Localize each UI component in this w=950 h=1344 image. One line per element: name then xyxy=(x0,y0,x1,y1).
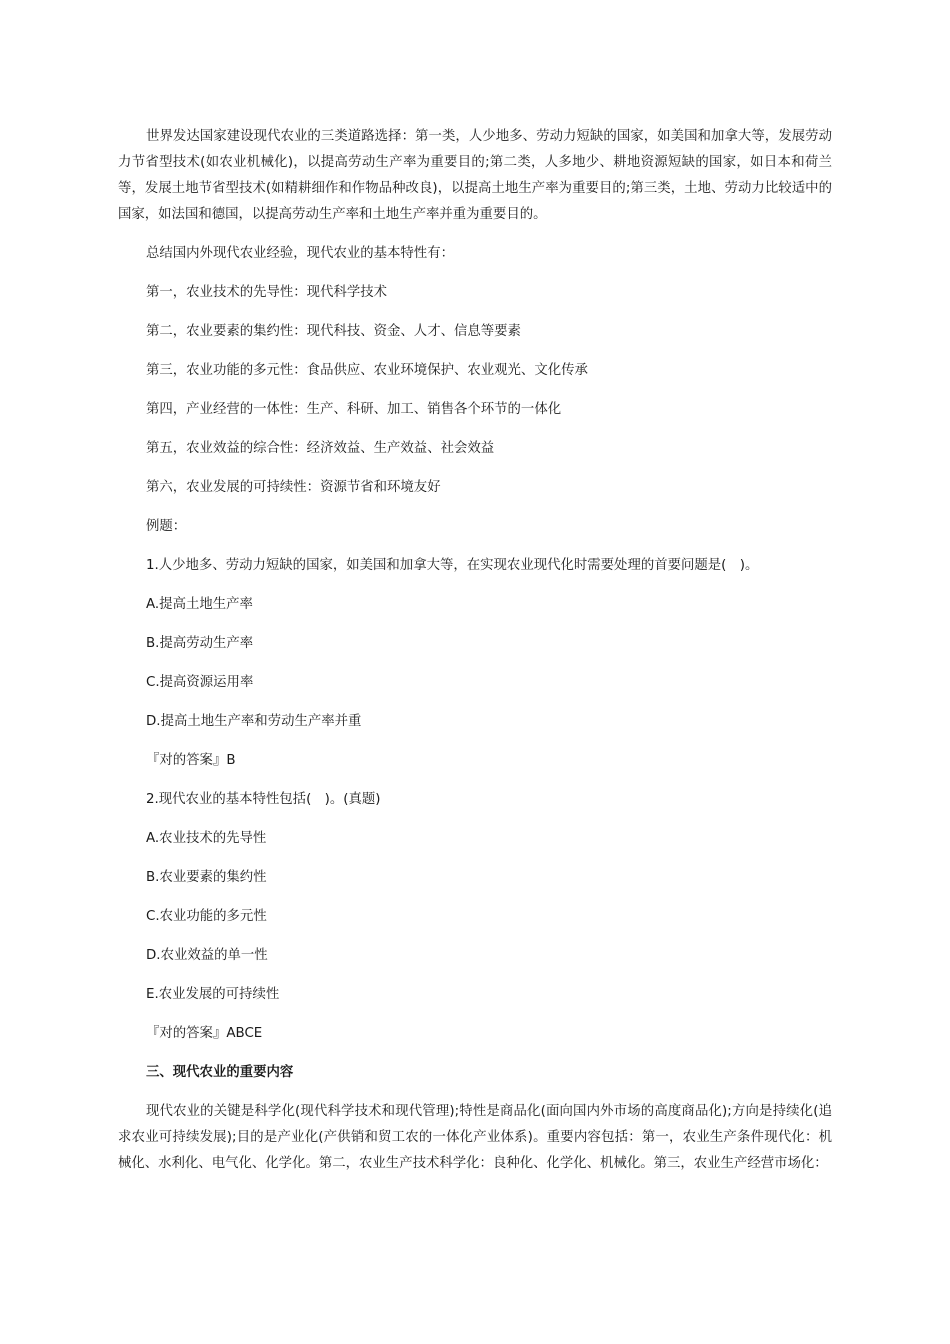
section-heading: 三、现代农业的重要内容 xyxy=(146,1065,294,1080)
closing-paragraph: 现代农业的关键是科学化(现代科学技术和现代管理);特性是商品化(面向国内外市场的高度商品化);方向是持续化(追求农业可持续发展);目的是产业化(产供销和贸工农的一体化产业体系)。重要内容包括：第一，农业生产条件现代化：机械化、水利化、电气化、化学化。第二，农业生产技术科学化：良种化、化学化、机械化。第三，农业生产经营市场化： xyxy=(118,1104,832,1171)
document-page xyxy=(118,124,832,1177)
question-2-option-e: E.农业发展的可持续性 xyxy=(146,987,280,1002)
feature-4: 第四，产业经营的一体性：生产、科研、加工、销售各个环节的一体化 xyxy=(146,402,562,417)
question-2-stem: 2.现代农业的基本特性包括( )。(真题) xyxy=(146,792,381,807)
question-2-answer: 『对的答案』ABCE xyxy=(146,1026,263,1041)
feature-6: 第六，农业发展的可持续性：资源节省和环境友好 xyxy=(146,480,441,495)
feature-3: 第三，农业功能的多元性：食品供应、农业环境保护、农业观光、文化传承 xyxy=(146,363,588,378)
question-1-stem: 1.人少地多、劳动力短缺的国家，如美国和加拿大等，在实现农业现代化时需要处理的首要问题是( )。 xyxy=(146,558,759,573)
question-2-option-b: B.农业要素的集约性 xyxy=(146,870,267,885)
feature-5: 第五，农业效益的综合性：经济效益、生产效益、社会效益 xyxy=(146,441,495,456)
question-2-option-c: C.农业功能的多元性 xyxy=(146,909,267,924)
question-2-option-d: D.农业效益的单一性 xyxy=(146,948,268,963)
question-1-option-a: A.提高土地生产率 xyxy=(146,597,253,612)
examples-label: 例题： xyxy=(146,519,187,534)
question-1-option-b: B.提高劳动生产率 xyxy=(146,636,254,651)
feature-2: 第二，农业要素的集约性：现代科技、资金、人才、信息等要素 xyxy=(146,324,521,339)
question-2-option-a: A.农业技术的先导性 xyxy=(146,831,267,846)
summary-intro: 总结国内外现代农业经验，现代农业的基本特性有： xyxy=(146,246,454,261)
feature-1: 第一，农业技术的先导性：现代科学技术 xyxy=(146,285,388,300)
question-1-answer: 『对的答案』B xyxy=(146,753,236,768)
question-1-option-d: D.提高土地生产率和劳动生产率并重 xyxy=(146,714,362,729)
intro-paragraph: 世界发达国家建设现代农业的三类道路选择：第一类，人少地多、劳动力短缺的国家，如美国和加拿大等，发展劳动力节省型技术(如农业机械化)，以提高劳动生产率为重要目的;第二类，人多地少、耕地资源短缺的国家，如日本和荷兰等，发展土地节省型技术(如精耕细作和作物品种改良)，以提高土地生产率为重要目的;第三类，土地、劳动力比较适中的国家，如法国和德国，以提高劳动生产率和土地生产率并重为重要目的。 xyxy=(118,129,832,222)
question-1-option-c: C.提高资源运用率 xyxy=(146,675,254,690)
